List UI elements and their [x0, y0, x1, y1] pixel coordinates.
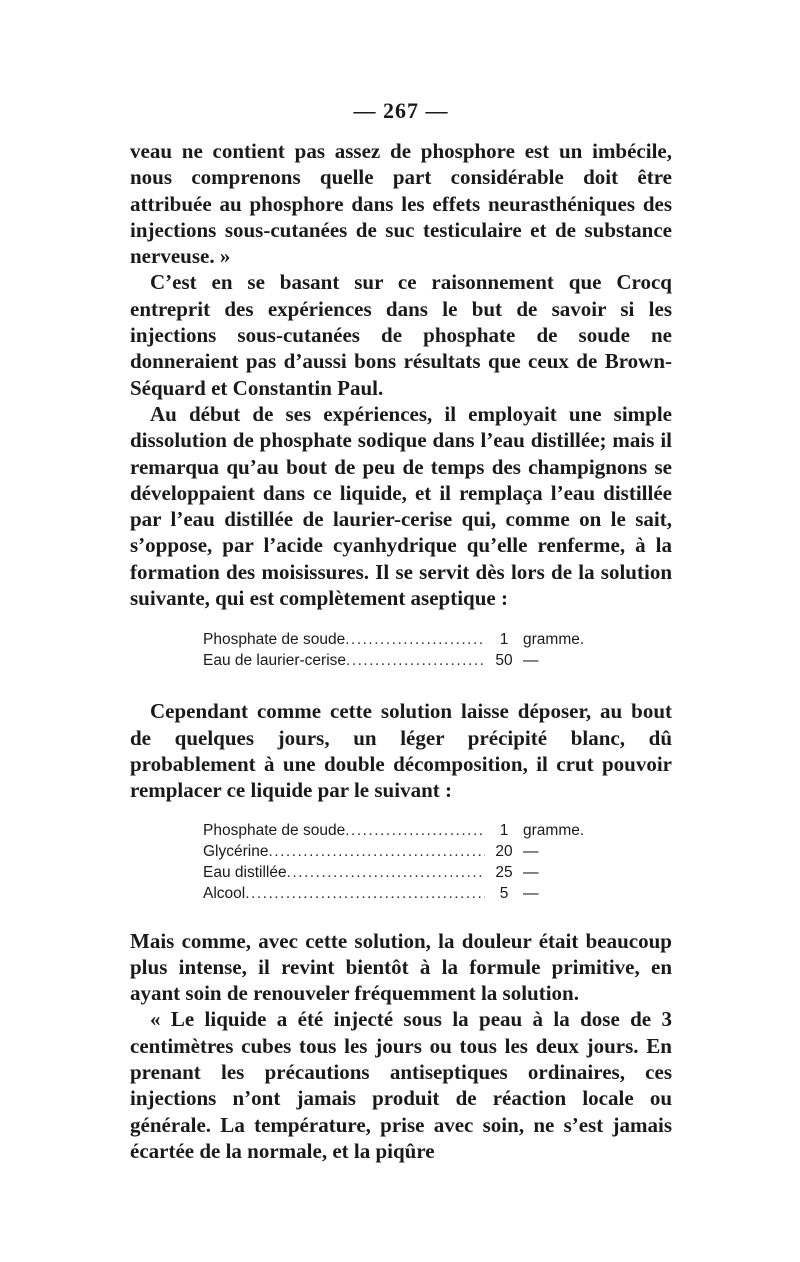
ingredient-unit: —: [523, 863, 539, 881]
ingredient-qty: 1: [499, 821, 509, 839]
ingredient-unit: gramme.: [523, 631, 585, 649]
paragraph-4: Cependant comme cette solution laisse déposer, au bout de quelques jours, un léger précipité blanc, dû probablement à une double décomposition, il crut pouvoir remplacer ce liquide par le suivant :: [130, 699, 672, 803]
leader-dots: [287, 862, 485, 883]
paragraph-5: Mais comme, avec cette solution, la douleur était beaucoup plus intense, il revint bientôt à la formule primitive, en ayant soin de renouveler fréquemment la solution.: [130, 928, 672, 1006]
leader-dots: [346, 650, 485, 671]
ingredient-unit: gramme.: [523, 821, 585, 839]
ingredient-name: Alcool: [203, 884, 246, 902]
ingredient-name: Phosphate de soude: [203, 821, 346, 839]
ingredient-qty: 50: [495, 652, 513, 670]
ingredient-name: Eau distillée: [203, 863, 287, 881]
ingredient-qty: 5: [499, 884, 509, 902]
formula-row: [203, 820, 603, 841]
book-page: [130, 96, 672, 1164]
formula-row: [203, 862, 603, 883]
paragraph-3: Au début de ses expériences, il employait une simple dissolution de phosphate sodique dans l’eau distillée; mais il remarqua qu’au bout de peu de temps des champignons se développaient dans ce liquide, et il remplaça l’eau distillée par l’eau distillée de laurier-cerise qui, comme on le sait, s’oppose, par l’acide cyanhydrique qu’elle renferme, à la formation des moisissures. Il se servit dès lors de la solution suivante, qui est complètement aseptique :: [130, 401, 672, 611]
formula-row: [203, 841, 603, 862]
page-number: — 267 —: [353, 98, 449, 123]
paragraph-6: « Le liquide a été injecté sous la peau à la dose de 3 centimètres cubes tous les jours ou tous les deux jours. En prenant les précautions antiseptiques ordinaires, ces injections n’ont jamais produit de réaction locale ou générale. La température, prise avec soin, ne s’est jamais écartée de la normale, et la piqûre: [130, 1007, 672, 1163]
ingredient-unit: —: [523, 842, 539, 860]
ingredient-qty: 1: [499, 631, 509, 649]
leader-dots: [345, 820, 485, 841]
formula-row: [203, 650, 603, 671]
ingredient-qty: 25: [495, 863, 513, 881]
ingredient-unit: —: [523, 652, 539, 670]
formula-row: [203, 629, 603, 650]
paragraph-2: C’est en se basant sur ce raisonnement que Crocq entreprit des expériences dans le but de savoir si les injections sous-cutanées de phosphate de soude ne donneraient pas d’aussi bons résultats que ceux de Brown-Séquard et Constantin Paul.: [130, 270, 672, 400]
paragraph-1: veau ne contient pas assez de phosphore est un imbécile, nous comprenons quelle part considérable doit être attribuée au phosphore dans les effets neurasthéniques des injections sous-cutanées de suc testiculaire et de substance nerveuse. »: [130, 139, 672, 269]
ingredient-name: Eau de laurier-cerise: [203, 652, 347, 670]
ingredient-unit: —: [523, 884, 539, 902]
ingredient-name: Phosphate de soude: [203, 631, 346, 649]
leader-dots: [345, 629, 485, 650]
ingredient-qty: 20: [495, 842, 513, 860]
ingredient-name: Glycérine: [203, 842, 269, 860]
leader-dots: [245, 883, 485, 904]
leader-dots: [268, 841, 485, 862]
formula-1: [203, 629, 603, 671]
formula-2: [203, 820, 603, 904]
formula-row: [203, 883, 603, 904]
